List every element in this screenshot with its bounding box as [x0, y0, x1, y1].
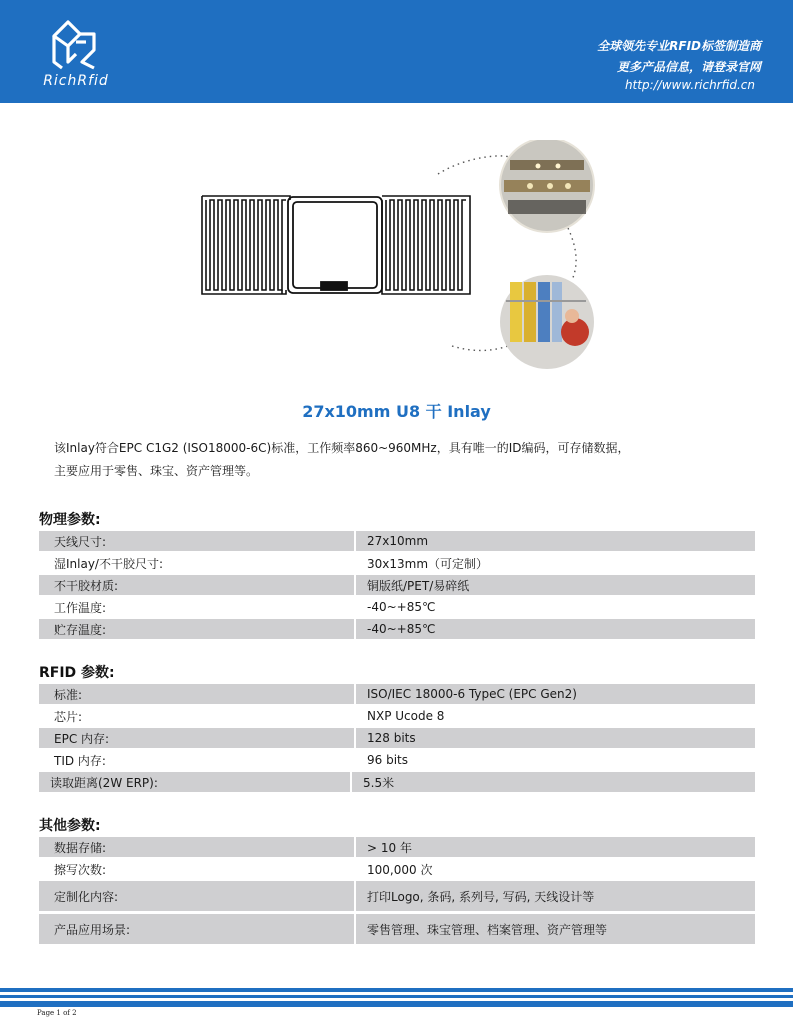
spec-value: > 10 年: [367, 840, 412, 855]
spec-value: 铜版纸/PET/易碎纸: [367, 578, 470, 593]
spec-label: 湿Inlay/不干胶尺寸:: [54, 556, 164, 571]
antenna-left-icon: [202, 196, 290, 294]
spec-label: 数据存储:: [54, 840, 107, 855]
table-row: [39, 597, 755, 617]
spec-label: 天线尺寸:: [54, 534, 107, 549]
table-row: [39, 914, 755, 944]
other-spec-table: [39, 837, 755, 947]
spec-label: EPC 内存:: [54, 731, 110, 746]
rfid-spec-table: [39, 684, 755, 794]
page-header: [0, 0, 793, 103]
inlay-product-illustration: [190, 140, 610, 380]
spec-label: 擦写次数:: [54, 862, 107, 877]
spec-value: ISO/IEC 18000-6 TypeC (EPC Gen2): [367, 687, 577, 701]
spec-label: 读取距离(2W ERP):: [50, 775, 158, 790]
section-title-physical: 物理参数:: [39, 512, 101, 528]
spec-value: 128 bits: [367, 731, 416, 745]
spec-label: 芯片:: [54, 709, 83, 724]
table-row: [39, 772, 755, 792]
footer-stripe: [0, 988, 793, 992]
product-title: 27x10mm U8 干 Inlay: [302, 402, 491, 421]
section-title-other: 其他参数:: [39, 818, 101, 834]
archive-photo-icon: [500, 275, 594, 369]
logo-text: RichRfid: [43, 73, 109, 89]
spec-label: 标准:: [54, 687, 83, 702]
spec-value: 100,000 次: [367, 862, 433, 877]
spec-value: 零售管理、珠宝管理、档案管理、资产管理等: [367, 922, 608, 937]
antenna-right-icon: [382, 196, 470, 294]
table-row: [39, 881, 755, 911]
spec-label: 贮存温度:: [54, 622, 107, 637]
physical-spec-table: [39, 531, 755, 641]
spec-label: 定制化内容:: [54, 889, 119, 904]
footer-stripe: [0, 1001, 793, 1007]
richrfid-logo-icon: [50, 18, 100, 70]
header-subtagline: 更多产品信息，请登录官网: [616, 60, 761, 74]
table-row: [39, 531, 755, 551]
description-line: 该Inlay符合EPC C1G2 (ISO18000-6C)标准，工作频率860~960MHz，具有唯一的ID编码，可存储数据，: [54, 441, 630, 455]
table-row: [39, 575, 755, 595]
table-row: [39, 837, 755, 857]
header-tagline: 全球领先专业RFID标签制造商: [597, 39, 761, 53]
section-title-rfid: RFID 参数:: [39, 665, 115, 681]
website-link[interactable]: http://www.richrfid.cn: [624, 78, 755, 92]
description-line: 主要应用于零售、珠宝、资产管理等。: [54, 464, 259, 478]
table-row: [39, 684, 755, 704]
table-row: [39, 619, 755, 639]
spec-value: 27x10mm: [367, 534, 429, 548]
page-number: Page 1 of 2: [37, 1009, 77, 1017]
spec-value: -40~+85℃: [367, 600, 436, 614]
spec-label: 工作温度:: [54, 600, 107, 615]
product-description: [54, 437, 754, 483]
table-row: [39, 706, 755, 726]
table-row: [39, 553, 755, 573]
jewelry-photo-icon: [500, 140, 594, 232]
footer-stripe: [0, 995, 793, 998]
center-loop-icon: [288, 197, 382, 293]
spec-value: 5.5米: [363, 775, 395, 790]
table-row: [39, 728, 755, 748]
spec-label: TID 内存:: [54, 753, 106, 768]
spec-value: -40~+85℃: [367, 622, 436, 636]
spec-label: 不干胶材质:: [54, 578, 119, 593]
table-row: [39, 750, 755, 770]
spec-value: NXP Ucode 8: [367, 709, 445, 723]
spec-value: 96 bits: [367, 753, 408, 767]
spec-value: 打印Logo, 条码, 系列号, 写码, 天线设计等: [367, 889, 595, 904]
spec-label: 产品应用场景:: [54, 922, 131, 937]
table-row: [39, 859, 755, 879]
spec-value: 30x13mm（可定制）: [367, 556, 489, 571]
